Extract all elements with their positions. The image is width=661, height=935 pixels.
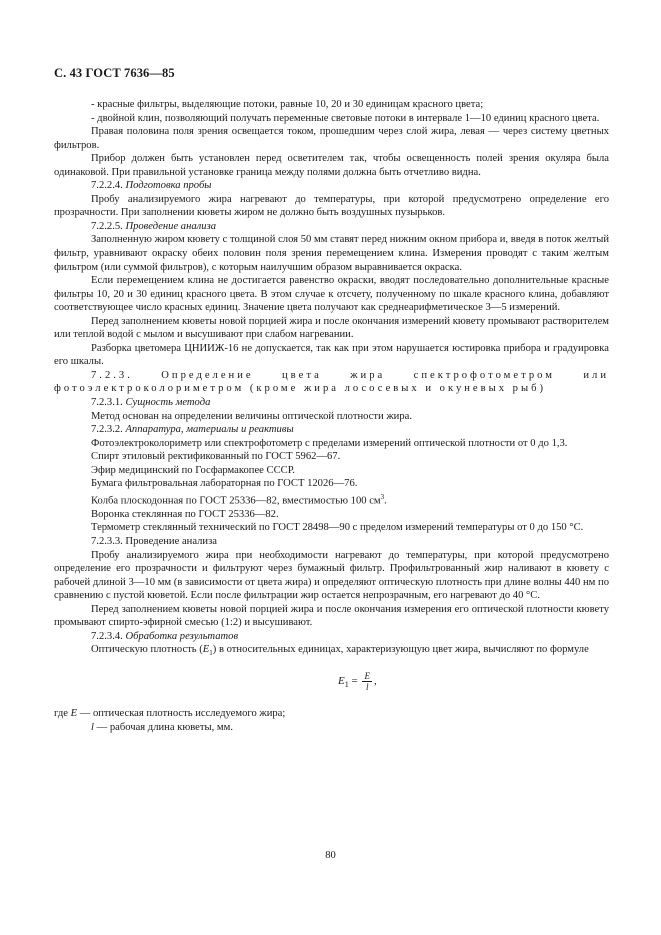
paragraph-text: ) в относительных единицах, характеризующую цвет жира, вычисляют по формуле [212,644,589,656]
paragraph-text: — рабочая длина кюветы, мм. [93,721,233,733]
paragraph: Разборка цветомера ЦНИИЖ-16 не допускается, так как при этом нарушается юстировка прибора и градуировка его шкалы. [54,342,609,368]
section-title: Сущность метода [125,397,211,409]
paragraph: Термометр стеклянный технический по ГОСТ 28498—90 с пределом измерений температуры от 0 до 150 °С. [91,522,584,534]
legend-line [54,721,609,735]
paragraph [54,643,609,661]
math-symbol: E [70,708,78,720]
section-title: Подготовка пробы [125,180,212,192]
paragraph: Если перемещением клина не достигается равенство окраски, вводят последовательно дополнительные красные фильтры 10, 20 и 30 единиц красного цвета. В этом случае к отсчету, полученному по шкале красного клина, добавляют соответствующее число красных единиц. Значение цвета получают как среднеарифметическое 3—5 измерений. [54,275,609,314]
superscript: 3 [380,492,385,501]
math-symbol: l [91,721,94,733]
paragraph: Метод основан на определении величины оптической плотности жира. [91,410,412,422]
formula-block [54,661,609,707]
section-title: Обработка результатов [125,630,239,642]
paragraph: Эфир медицинский по Госфармакопее СССР. [91,464,295,476]
paragraph: Пробу анализируемого жира при необходимости нагревают до температуры, при которой предусмотрено определение его прозрачности и фильтруют через бумажный фильтр. Профильтрованный жир наливают в кювету с рабочей длиной 3—10 мм (в зависимости от цвета жира) и определяют оптическую плотность при длине волны 440 нм по сравнению с пустой кюветой. Если после фильтрации жир остается непрозрачным, его нагревают до 40 °С. [54,549,609,602]
paragraph-text: где [54,708,71,720]
page-header: С. 43 ГОСТ 7636—85 [54,66,175,80]
section-number: 7.2.3.4. [91,630,123,642]
paragraph: Заполненную жиром кювету с толщиной слоя 50 мм ставят перед нижним окном прибора и, введя в поток желтый фильтр, уравнивают окраску обеих половин поля зрения перемещением клина. Измерения проводят с таким желтым фильтром (или суммой фильтров), с которым наилучшим образом выравнивается окраска. [54,234,609,273]
math-symbol: E [202,644,210,656]
section-number: 7.2.3.1. [91,397,123,409]
section-heading: 7.2.3.3. Проведение анализа [91,536,217,548]
section-heading [54,423,609,437]
section-number: 7.2.3.2. [91,424,123,436]
paragraph: Пробу анализируемого жира нагревают до температуры, при которой предусмотрено определение его прозрачности. При заполнении кюветы жиром не должно быть воздушных пузырьков. [54,193,609,219]
section-heading [54,179,609,193]
document-body [54,98,609,734]
section-number: 7.2.2.5. [91,220,123,232]
fraction-denominator: l [365,682,369,693]
page-number: 80 [325,850,336,861]
paragraph: Воронка стеклянная по ГОСТ 25336—82. [91,508,279,520]
paragraph: Бумага фильтровальная лабораторная по ГОСТ 12026—76. [91,478,358,490]
section-number: 7.2.2.4. [91,180,123,192]
paragraph: - двойной клин, позволяющий получать переменные световые потоки в интервале 1—10 единиц красного цвета. [91,112,600,124]
section-title: Аппаратура, материалы и реактивы [125,424,294,436]
paragraph [54,491,609,508]
paragraph: Перед заполнением кюветы новой порцией жира и после окончания измерений кювету промывают растворителем или теплой водой с мылом и высушивают при слабом нагревании. [54,315,609,341]
paragraph: Фотоэлектроколориметр или спектрофотометр с пределами измерений оптической плотности от 0 до 1,3. [91,437,568,449]
section-heading [54,396,609,410]
subscript: 1 [209,649,213,658]
fraction-numerator: E [364,671,370,682]
section-heading [54,220,609,234]
formula-lhs-subscript: 1 [344,680,349,690]
paragraph: Прибор должен быть установлен перед осветителем так, чтобы освещенность полей зрения окуляра была одинаковой. При правильной установке граница между полями должна быть отчетливо видна. [54,153,609,178]
paragraph: Правая половина поля зрения освещается током, прошедшим через слой жира, левая — через систему цветных фильтров. [54,126,609,151]
section-heading: 7.2.3. Определение цвета жира спектрофотометром или фотоэлектроколориметром (кроме жира лососевых и окуневых рыб) [54,369,609,395]
punctuation: , [373,675,377,688]
fraction [362,671,372,692]
section-title: Проведение анализа [125,220,217,232]
paragraph-text: Оптическую плотность ( [91,644,203,656]
legend-line [54,707,609,721]
paragraph: Перед заполнением кюветы новой порцией жира и после окончания измерения его оптической плотности кювету промывают спирто-эфирной смесью (1:2) и высушивают. [54,603,609,629]
punctuation: . [384,495,387,507]
equals-sign: = [351,675,358,688]
formula-lhs: E [338,675,345,688]
paragraph: Спирт этиловый ректификованный по ГОСТ 5962—67. [91,451,341,463]
formula [338,671,377,692]
section-heading [54,630,609,644]
paragraph-text: — оптическая плотность исследуемого жира; [77,708,286,720]
paragraph: - красные фильтры, выделяющие потоки, равные 10, 20 и 30 единицам красного цвета; [91,99,484,110]
paragraph-text: Колба плоскодонная по ГОСТ 25336—82, вместимостью 100 см [91,495,381,507]
